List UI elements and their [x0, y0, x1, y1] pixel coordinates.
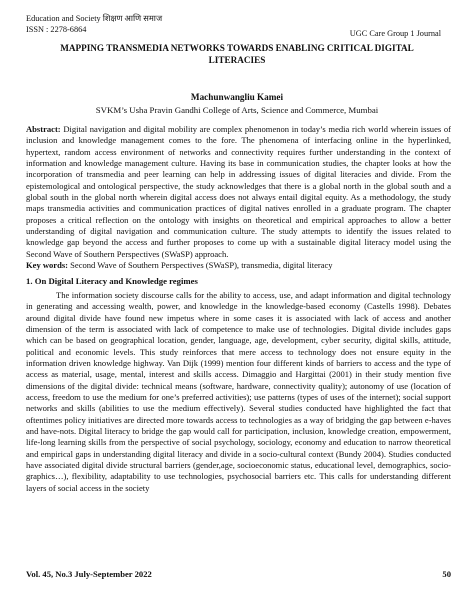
- keywords-label: Key words:: [26, 260, 69, 271]
- volume-info: Vol. 45, No.3 July-September 2022: [26, 569, 152, 579]
- abstract-paragraph: [26, 124, 451, 260]
- page-number: 50: [442, 569, 451, 579]
- journal-header: [26, 13, 162, 35]
- section-heading: 1. On Digital Literacy and Knowledge regimes: [26, 276, 198, 287]
- journal-issn: ISSN : 2278-6864: [26, 25, 87, 34]
- ugc-care-label: UGC Care Group 1 Journal: [349, 29, 441, 38]
- author-name: Machunwangliu Kamei: [190, 92, 284, 102]
- journal-name: Education and Society शिक्षण आणि समाज: [26, 14, 163, 23]
- paper-title: MAPPING TRANSMEDIA NETWORKS TOWARDS ENABLING CRITICAL DIGITAL LITERACIES: [60, 43, 414, 65]
- section-paragraph: The information society discourse calls for the ability to access, use, and adapt information and digital technology in generating and accessing wealth, power, and knowledge in the knowledge-based economy (Castells 1998). Debates around digital divide have found new impetus where in some cases it is associated with lack of access and another dimension of the term is associated with lack of competence to make use of technologies. Digital divide includes gaps which can be based on geographical location, gender, language, age, development, cyber security, digital skills, attitude, political and economic levels. This study reinforces that mere access to technology does not ensure equity in the information driven knowledge highway. Van Dijk (1999) mention four different kinds of barriers to access and the type of access as material, usage, mental, interest and skills access. Dimaggio and Hargittai (2001) in their study mention five dimensions of the digital divide: technical means (software, hardware, connectivity quality); autonomy of use (location of access, freedom to use the medium for one’s preferred activities); use patterns (types of uses of the internet); social support networks and skills (abilities to use the medium effectively). Several studies conducted have highlighted the fact that oftentimes policy initiatives are directed more towards access to technologies as a way of bridging the gap between e-haves and have-nots. Digital literacy to bridge the gap would call for participation, inclusion, knowledge creation, empowerment, life-long learning skills from the perspective of social psychology, sociology, economy and education to narrow theoretical and empirical gaps in understanding digital literacy and divide in a socio-cultural context (Bundy 2004). Studies conducted have associated digital divide structural barriers (gender,age, socioeconomic status, educational level, demographics, socio-graphics…), flexibility, adaptability to use technologies, psychosocial barriers etc. This calls for understanding different layers of social access in the society: [26, 289, 451, 493]
- keywords-text: Second Wave of Southern Perspectives (SWaSP), transmedia, digital literacy: [68, 260, 333, 271]
- abstract-label: Abstract:: [26, 124, 61, 134]
- paper-body: [26, 124, 451, 494]
- keywords-paragraph: [26, 260, 451, 271]
- abstract-text: Digital navigation and digital mobility are complex phenomenon in today’s media rich world wherein issues of inclusion and knowledge management comes to the fore. The phenomena of interfacing online in the hyperlinked, hypertext, random access environment of networks and connectivity requires further understanding in the context of information and knowledge management culture. Having its base in communication studies, the chapter looks at how the incorporation of transmedia and peer learning can help in addressing issues of digital literacies and divide. From the epistemological and ontological perspective, the study acknowledges that there is a global north in the global south and a global south in the global north wherein digital access does not always entail digital equity. As a methodology, the study maps transmedia activities and communication practices of digital natives enrolled in a graduate program. The chapter proposes a critical reflection on the ontology with insights on theoretical and empirical approaches to allow a better understanding of digital navigation and communication culture. The study attempts to identify the issues related to knowledge gap beyond the access and further proposes to come up with a sustainable digital literacy model using the Second Wave of Southern Perspectives (SWaSP) approach.: [26, 124, 451, 259]
- author-affiliation: SVKM’s Usha Pravin Gandhi College of Arts, Science and Commerce, Mumbai: [95, 105, 379, 115]
